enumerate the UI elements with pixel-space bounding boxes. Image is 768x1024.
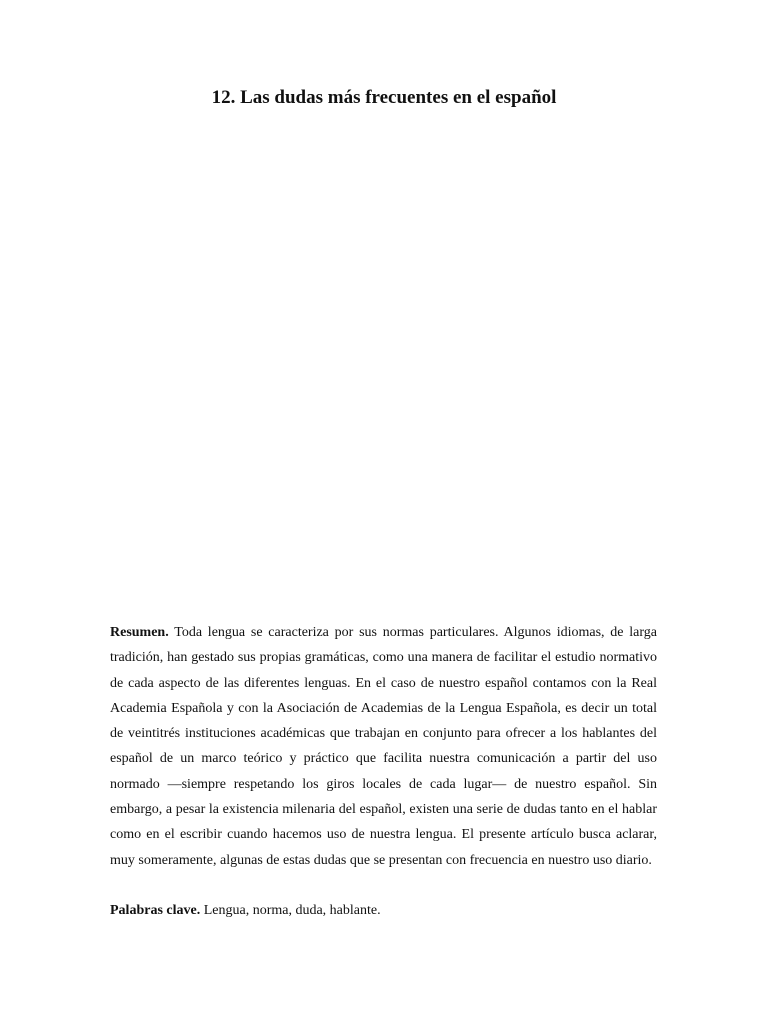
document-title: 12. Las dudas más frecuentes en el español [211, 87, 557, 108]
keywords-label: Palabras clave. [110, 903, 201, 918]
abstract-text: Toda lengua se caracteriza por sus normas particulares. Algunos idiomas, de larga tradición, han gestado sus propias gramáticas, como una manera de facilitar el estudio normativo de cada aspecto de las diferentes lenguas. En el caso de nuestro español contamos con la Real Academia Española y con la Asociación de Academias de la Lengua Española, es decir un total de veintitrés instituciones académicas que trabajan en conjunto para ofrecer a los hablantes del español de un marco teórico y práctico que facilita nuestra comunicación a partir del uso normado —siempre respetando los giros locales de cada lugar— de nuestro español. Sin embargo, a pesar la existencia milenaria del español, existen una serie de dudas tanto en el hablar como en el escribir cuando hacemos uso de nuestra lengua. El presente artículo busca aclarar, muy someramente, algunas de estas dudas que se presentan con frecuencia en nuestro uso diario. [110, 625, 657, 868]
keywords-paragraph [110, 898, 657, 923]
abstract-paragraph [110, 620, 657, 873]
abstract-label: Resumen. [110, 625, 169, 640]
keywords-text: Lengua, norma, duda, hablante. [203, 903, 381, 918]
